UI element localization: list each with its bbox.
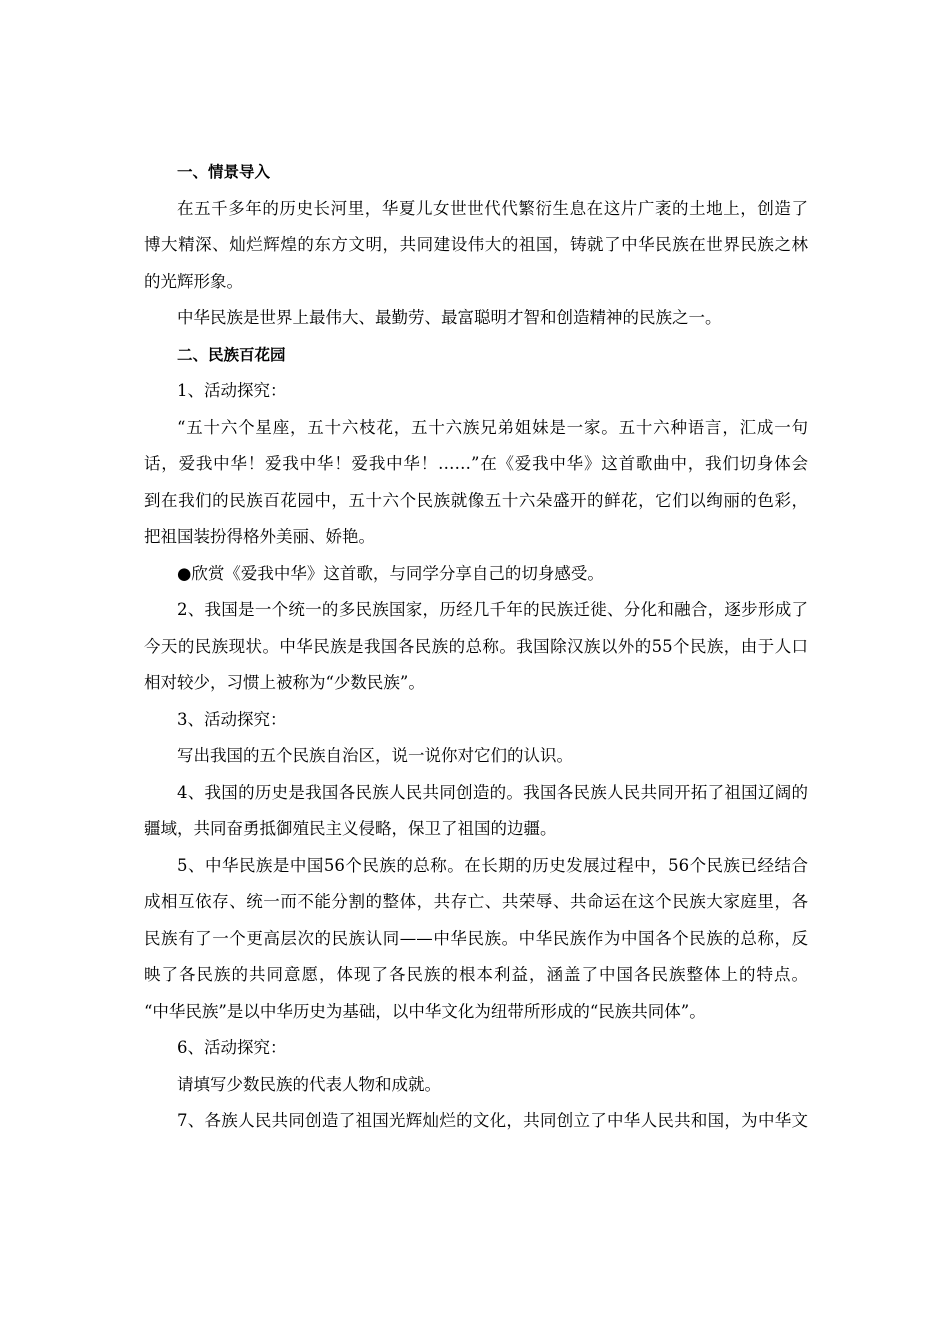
point-4-paragraph — [144, 775, 808, 848]
summary-paragraph — [144, 300, 808, 337]
activity-label — [144, 702, 808, 739]
document-body — [144, 154, 808, 1140]
task-paragraph — [144, 1067, 808, 1104]
text-line: 今天的民族现状。中华民族是我国各民族的总称。我国除汉族以外的55个民族，由于人口 — [144, 636, 808, 656]
text-line: 映了各民族的共同意愿，体现了各民族的根本利益，涵盖了中国各民族整体上的特点。 — [144, 965, 808, 984]
text-line: 话，爱我中华！爱我中华！爱我中华！……”在《爱我中华》这首歌曲中，我们切身体会 — [144, 454, 808, 473]
text-line: 1、活动探究： — [177, 381, 287, 400]
text-line: 4、我国的历史是我国各民族人民共同创造的。我国各民族人民共同开拓了祖国辽阔的 — [177, 782, 808, 802]
text-line: 中华民族是世界上最伟大、最勤劳、最富聪明才智和创造精神的民族之一。 — [177, 308, 722, 327]
text-line: 写出我国的五个民族自治区，说一说你对它们的认识。 — [177, 746, 573, 765]
section-heading-1 — [144, 154, 808, 191]
point-5-paragraph — [144, 848, 808, 1031]
text-line: 3、活动探究： — [177, 709, 287, 729]
text-line: 相对较少，习惯上被称为“少数民族”。 — [144, 673, 425, 692]
intro-paragraph — [144, 191, 808, 301]
heading-text: 二、民族百花园 — [177, 345, 286, 364]
activity-label — [144, 1030, 808, 1067]
song-paragraph — [144, 410, 808, 556]
activity-label — [144, 373, 808, 410]
section-heading-2 — [144, 337, 808, 374]
text-line: 请填写少数民族的代表人物和成就。 — [177, 1074, 441, 1094]
text-line: 疆域，共同奋勇抵御殖民主义侵略，保卫了祖国的边疆。 — [144, 819, 557, 838]
text-line: ●欣赏《爱我中华》这首歌，与同学分享自己的切身感受。 — [177, 563, 604, 583]
text-line: 博大精深、灿烂辉煌的东方文明，共同建设伟大的祖国，铸就了中华民族在世界民族之林 — [144, 235, 808, 254]
text-line: 5、中华民族是中国56个民族的总称。在长期的历史发展过程中，56个民族已经结合 — [177, 855, 808, 875]
point-7-paragraph — [144, 1103, 808, 1140]
text-line: 成相互依存、统一而不能分割的整体，共存亡、共荣辱、共命运在这个民族大家庭里，各 — [144, 892, 808, 911]
heading-text: 一、情景导入 — [177, 163, 271, 181]
text-line: 7、各族人民共同创造了祖国光辉灿烂的文化，共同创立了中华人民共和国，为中华文 — [177, 1111, 808, 1130]
text-line: “中华民族”是以中华历史为基础，以中华文化为纽带所形成的“民族共同体”。 — [144, 1001, 706, 1021]
text-line: 民族有了一个更高层次的民族认同——中华民族。中华民族作为中国各个民族的总称，反 — [144, 928, 808, 948]
bullet-paragraph — [144, 556, 808, 593]
text-line: 在五千多年的历史长河里，华夏儿女世世代代繁衍生息在这片广袤的土地上，创造了 — [177, 198, 808, 218]
text-line: “五十六个星座，五十六枝花，五十六族兄弟姐妹是一家。五十六种语言，汇成一句 — [177, 417, 808, 437]
text-line: 2、我国是一个统一的多民族国家，历经几千年的民族迁徙、分化和融合，逐步形成了 — [177, 600, 808, 619]
task-paragraph — [144, 738, 808, 775]
text-line: 把祖国装扮得格外美丽、娇艳。 — [144, 527, 375, 546]
text-line: 6、活动探究： — [177, 1038, 287, 1057]
text-line: 到在我们的民族百花园中，五十六个民族就像五十六朵盛开的鲜花，它们以绚丽的色彩， — [144, 490, 808, 510]
point-2-paragraph — [144, 592, 808, 702]
text-line: 的光辉形象。 — [144, 271, 243, 291]
